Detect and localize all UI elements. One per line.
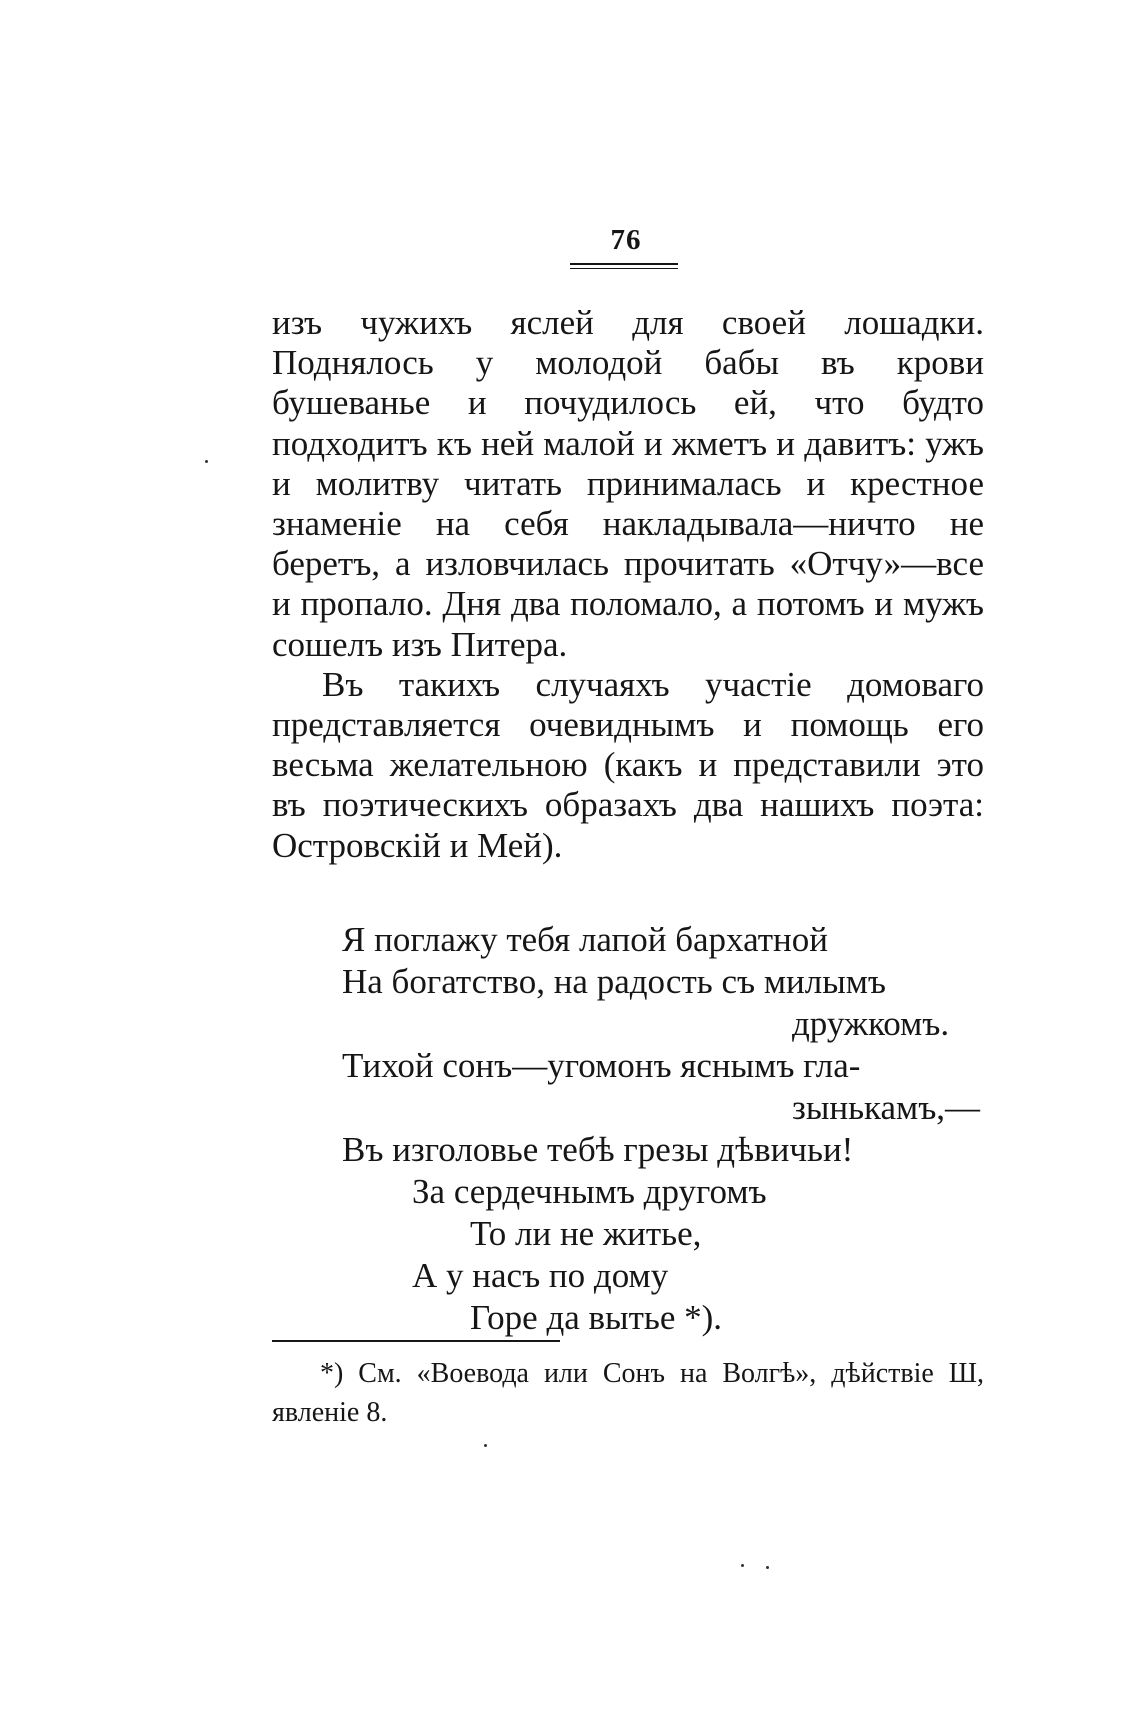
poem-line-3-continuation: зынькамъ,— <box>792 1088 981 1127</box>
poem-line-3: Тихой сонъ—угомонъ яснымъ гла- <box>342 1046 861 1085</box>
poem-line-8: Горе да вытье *). <box>470 1298 723 1337</box>
poem-line-6: То ли не житье, <box>470 1214 702 1253</box>
print-speck <box>766 1566 769 1569</box>
poem-line-5: За сердечнымъ другомъ <box>412 1172 767 1211</box>
poem-line-7: А у насъ по дому <box>412 1256 669 1295</box>
paragraph-2: Въ такихъ случаяхъ участіе домоваго представляется очевиднымъ и помощь его весьма желательною (какъ и представили это въ поэтическихъ образахъ два нашихъ поэта: Островскій и Мей). <box>272 664 984 865</box>
poem-line-1: Я поглажу тебя лапой бархатной <box>342 920 828 959</box>
page-number-rule <box>570 263 678 269</box>
poem-line-2-continuation: дружкомъ. <box>792 1004 950 1043</box>
footnote-rule <box>272 1340 560 1342</box>
print-speck <box>205 460 208 463</box>
body-text <box>272 303 984 866</box>
poem-line-2: На богатство, на радость съ милымъ <box>342 962 886 1001</box>
poem-line-4: Въ изголовье тебѣ грезы дѣвичьи! <box>342 1130 854 1169</box>
paragraph-1: изъ чужихъ яслей для своей лошадки. Поднялось у молодой бабы въ крови бушеванье и почудилось ей, что будто подходитъ къ ней малой и жметъ и давитъ: ужъ и молитву читать принималась и крестное знаменіе на себя накладывала—ничто не беретъ, а изловчилась прочитать «Отчу»—все и пропало. Дня два поломало, а потомъ и мужъ сошелъ изъ Питера. <box>272 303 984 664</box>
print-speck <box>484 1444 487 1447</box>
footnote: *) См. «Воевода или Сонъ на Волгѣ», дѣйствіе Ш, явленіе 8. <box>272 1358 984 1428</box>
page-number: 76 <box>610 224 642 256</box>
print-speck <box>741 1564 744 1567</box>
